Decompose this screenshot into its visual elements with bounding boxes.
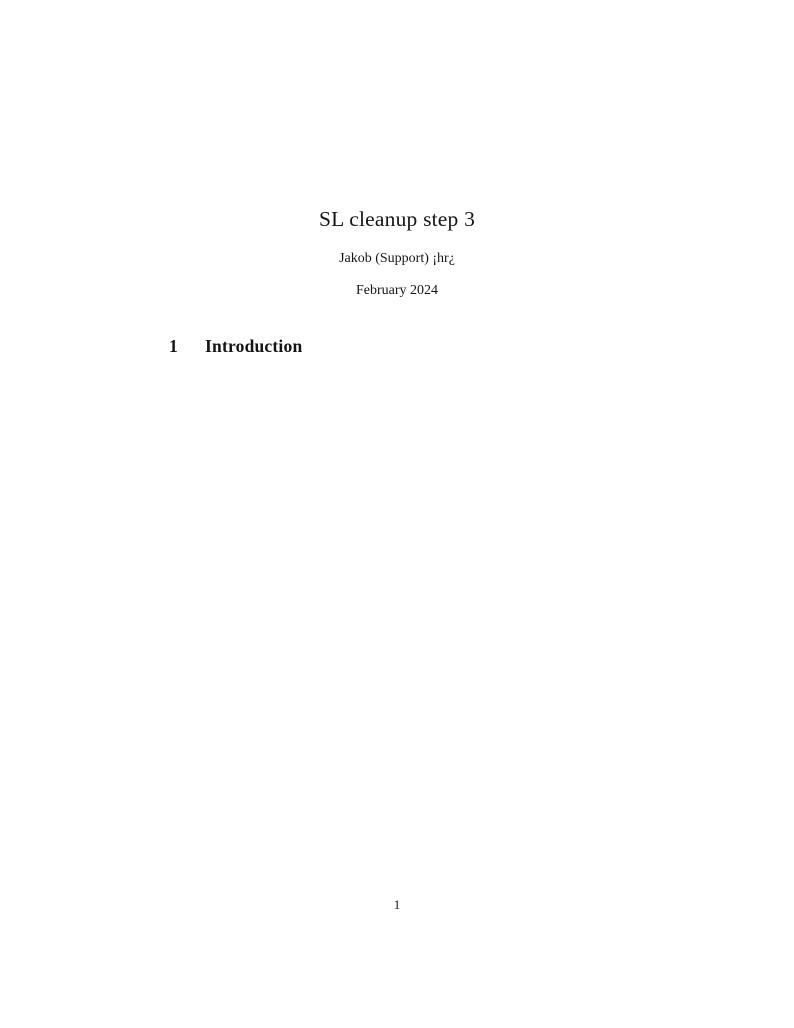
section-number: 1 [169,336,178,356]
section-title: Introduction [205,336,303,356]
section-heading [169,336,302,357]
page-number: 1 [393,897,401,912]
document-date: February 2024 [355,283,439,298]
document-title: SL cleanup step 3 [318,207,476,231]
document-author: Jakob (Support) ¡hr¿ [339,251,455,266]
